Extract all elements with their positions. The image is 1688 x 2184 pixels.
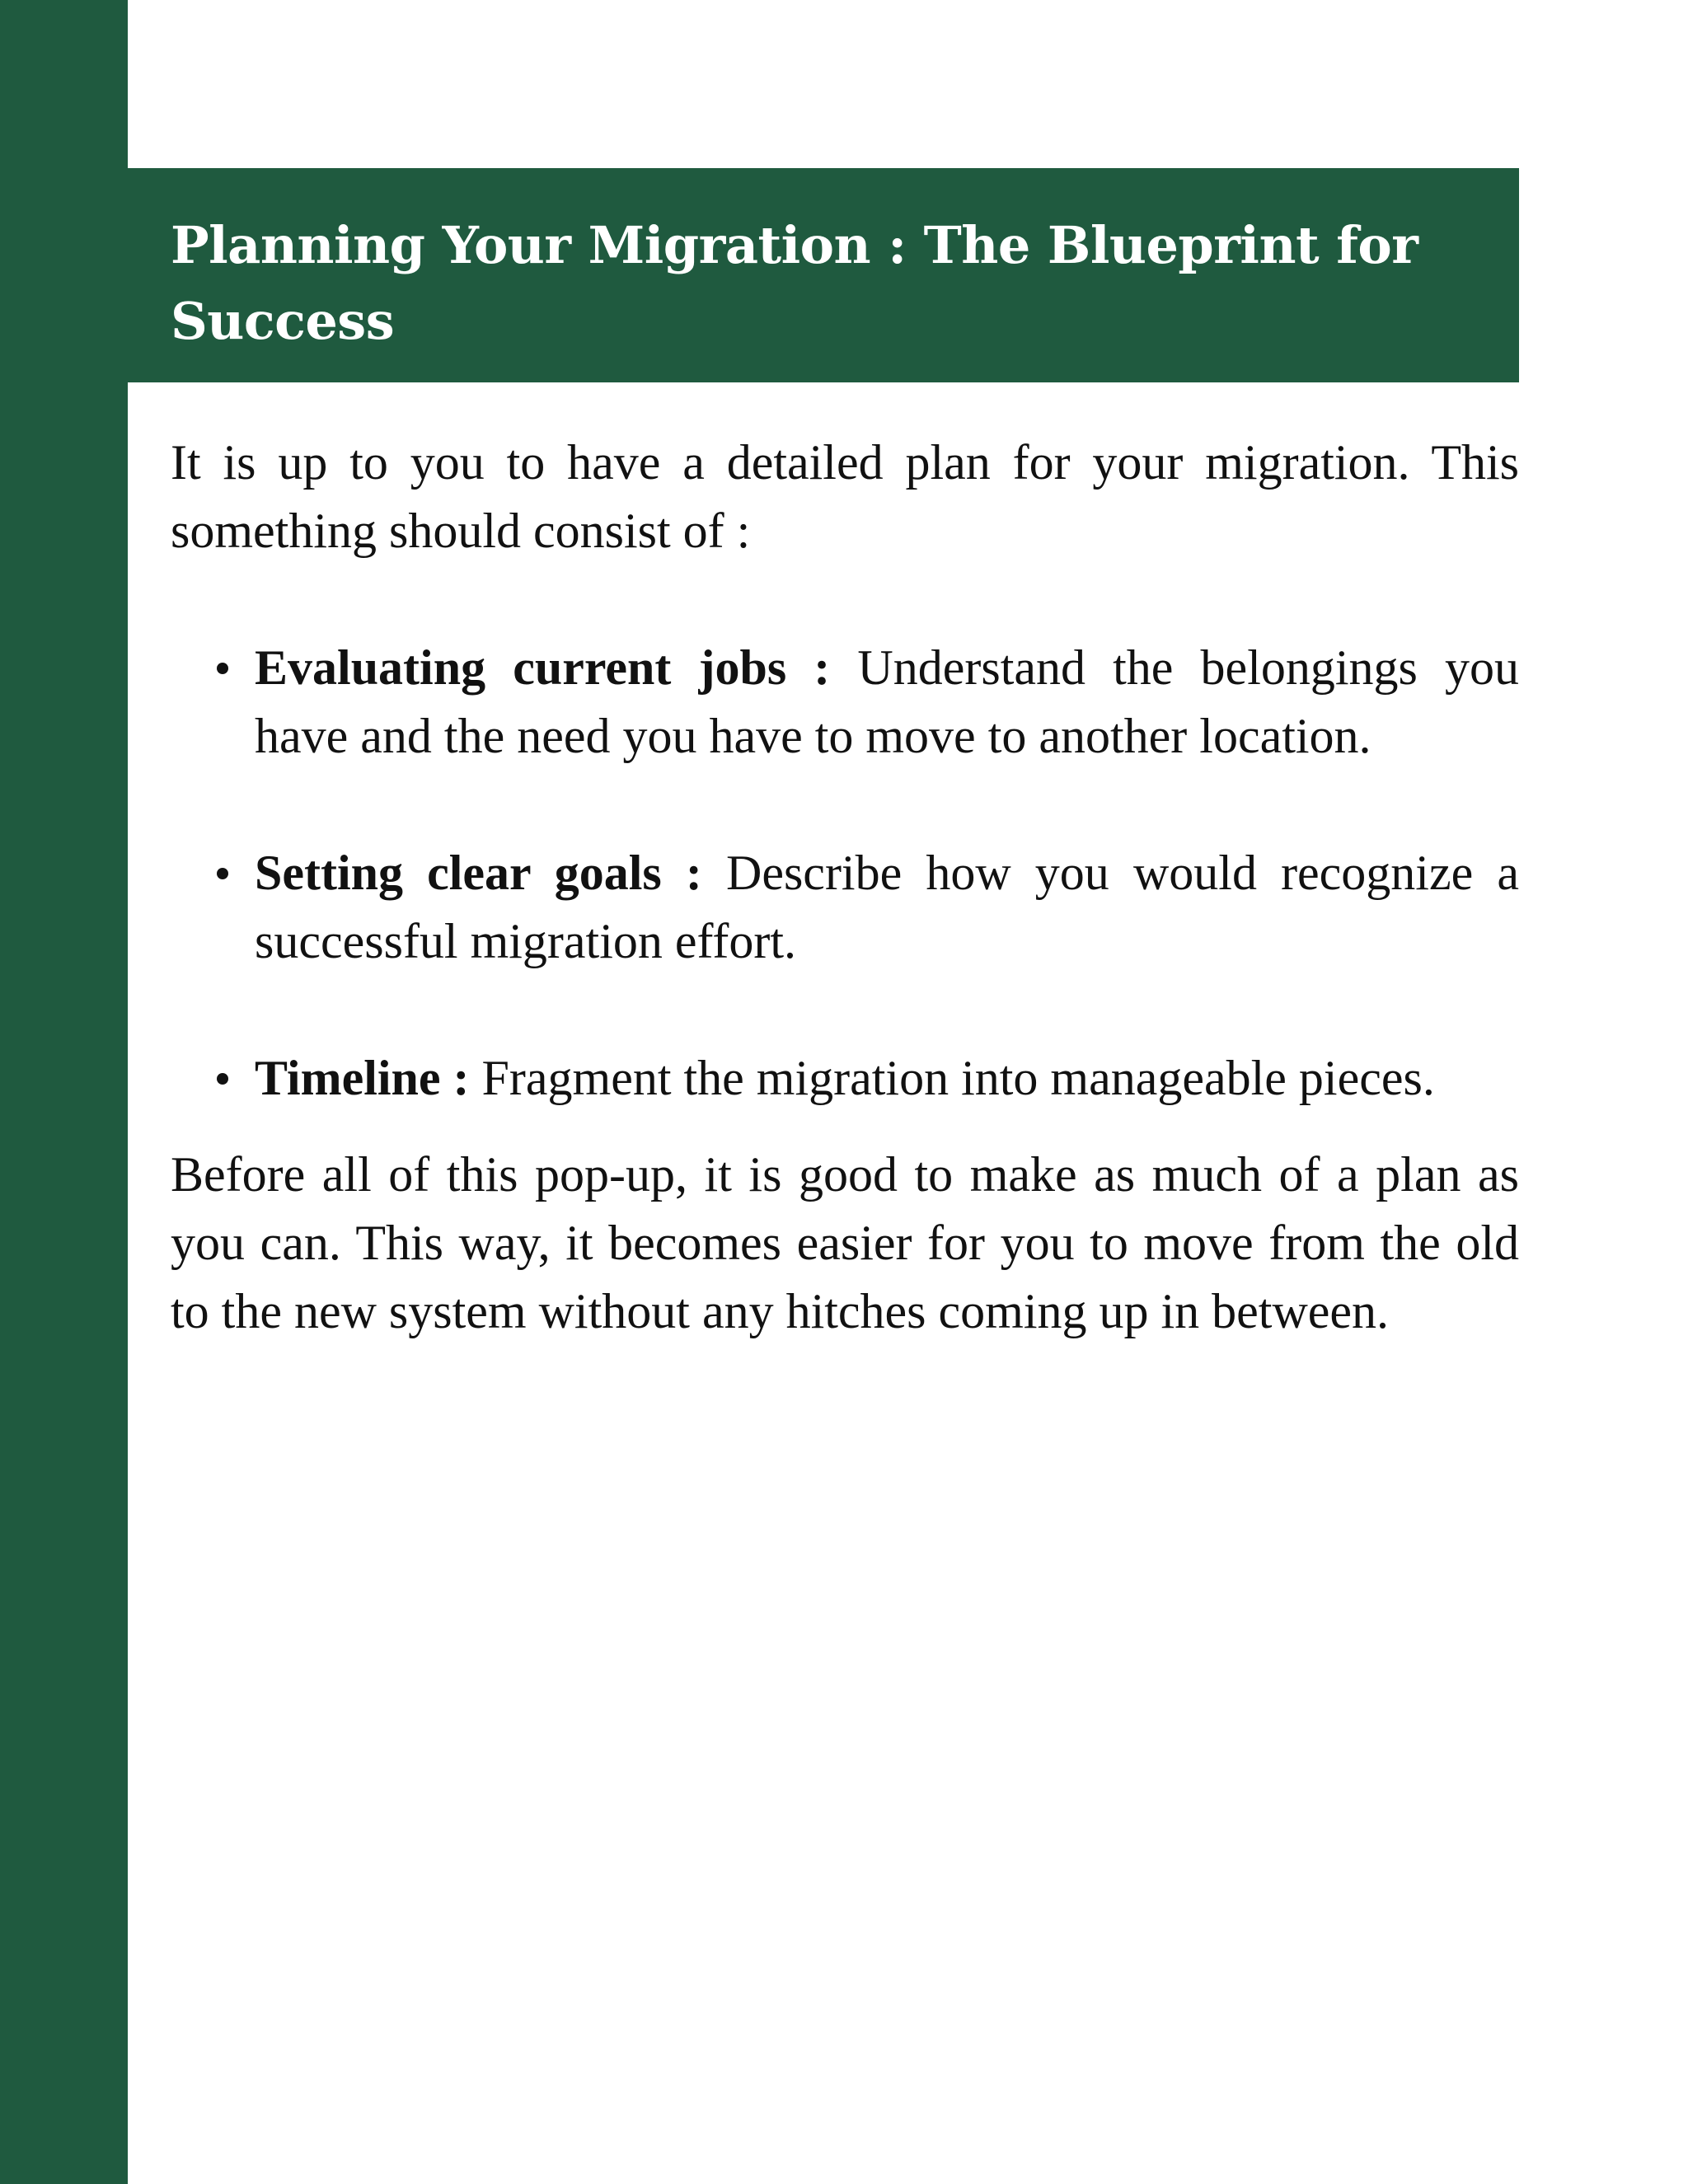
bullet-list <box>171 634 1519 1113</box>
title-banner <box>128 168 1519 382</box>
bullet-text: Fragment the migration into manageable pieces. <box>481 1051 1435 1105</box>
list-item <box>171 634 1519 771</box>
document-body <box>171 429 1519 1346</box>
bullet-text: Understand the belongings you have and the need you have to move to another location. <box>255 640 1520 763</box>
left-accent-bar <box>0 0 128 2184</box>
bullet-icon <box>217 663 228 674</box>
intro-paragraph: It is up to you to have a detailed plan for your migration. This something should consist of : <box>171 435 1519 558</box>
bullet-text: Describe how you would recognize a successful migration effort. <box>255 846 1519 968</box>
list-item <box>171 839 1519 976</box>
bullet-icon <box>217 868 228 879</box>
bullet-term: Evaluating current jobs : <box>255 640 858 695</box>
bullet-term: Setting clear goals : <box>255 846 726 900</box>
page-title: Planning Your Migration : The Blueprint for Success <box>171 215 1418 351</box>
bullet-icon <box>217 1073 228 1085</box>
bullet-term: Timeline : <box>255 1051 482 1105</box>
closing-paragraph: Before all of this pop-up, it is good to make as much of a plan as you can. This way, it becomes easier for you to move from the old to the new system without any hitches coming up in between. <box>171 1147 1519 1338</box>
list-item <box>171 1044 1519 1113</box>
